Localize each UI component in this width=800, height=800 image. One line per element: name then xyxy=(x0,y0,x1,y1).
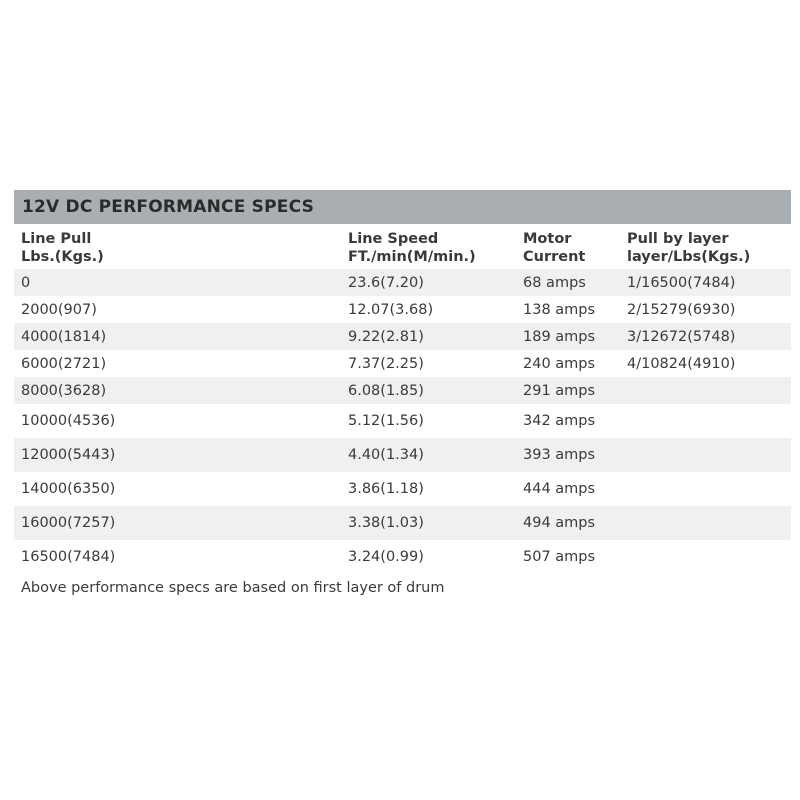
cell-motor-current: 393 amps xyxy=(516,438,620,472)
cell-pull-by-layer: 3/12672(5748) xyxy=(620,323,791,350)
cell-pull-by-layer: 2/15279(6930) xyxy=(620,296,791,323)
cell-motor-current: 507 amps xyxy=(516,540,620,574)
cell-pull-by-layer: 1/16500(7484) xyxy=(620,269,791,296)
header-line-speed-line1: Line Speed xyxy=(348,231,439,247)
cell-line-pull: 0 xyxy=(14,269,341,296)
cell-line-pull: 2000(907) xyxy=(14,296,341,323)
header-motor-current-line2: Current xyxy=(523,249,586,265)
header-pull-by-layer xyxy=(620,224,791,269)
cell-motor-current: 240 amps xyxy=(516,350,620,377)
cell-line-pull: 14000(6350) xyxy=(14,472,341,506)
cell-motor-current: 189 amps xyxy=(516,323,620,350)
table-row xyxy=(14,323,791,350)
cell-line-pull: 8000(3628) xyxy=(14,377,341,404)
specs-title: 12V DC PERFORMANCE SPECS xyxy=(22,197,315,217)
cell-line-speed: 4.40(1.34) xyxy=(341,438,516,472)
cell-motor-current: 138 amps xyxy=(516,296,620,323)
specs-footnote: Above performance specs are based on first layer of drum xyxy=(21,580,445,596)
table-row xyxy=(14,296,791,323)
cell-line-speed: 6.08(1.85) xyxy=(341,377,516,404)
header-pull-by-layer-line2: layer/Lbs(Kgs.) xyxy=(627,249,751,265)
header-line-pull-line1: Line Pull xyxy=(21,231,92,247)
cell-line-pull: 10000(4536) xyxy=(14,404,341,438)
cell-line-speed: 3.24(0.99) xyxy=(341,540,516,574)
header-motor-current xyxy=(516,224,620,269)
header-line-pull xyxy=(14,224,341,269)
header-motor-current-line1: Motor xyxy=(523,231,572,247)
table-row xyxy=(14,540,791,574)
cell-line-pull: 16000(7257) xyxy=(14,506,341,540)
cell-line-speed: 7.37(2.25) xyxy=(341,350,516,377)
cell-line-speed: 5.12(1.56) xyxy=(341,404,516,438)
table-row xyxy=(14,377,791,404)
specs-table xyxy=(14,224,791,574)
table-row xyxy=(14,404,791,438)
header-line-speed-line2: FT./min(M/min.) xyxy=(348,249,476,265)
cell-line-pull: 6000(2721) xyxy=(14,350,341,377)
cell-motor-current: 494 amps xyxy=(516,506,620,540)
cell-pull-by-layer xyxy=(620,438,791,472)
cell-line-pull: 16500(7484) xyxy=(14,540,341,574)
cell-motor-current: 68 amps xyxy=(516,269,620,296)
cell-motor-current: 444 amps xyxy=(516,472,620,506)
header-pull-by-layer-line1: Pull by layer xyxy=(627,231,729,247)
cell-motor-current: 342 amps xyxy=(516,404,620,438)
header-line-pull-line2: Lbs.(Kgs.) xyxy=(21,249,104,265)
table-row xyxy=(14,269,791,296)
table-header-row xyxy=(14,224,791,269)
header-line-speed xyxy=(341,224,516,269)
cell-line-pull: 12000(5443) xyxy=(14,438,341,472)
table-row xyxy=(14,438,791,472)
cell-pull-by-layer xyxy=(620,404,791,438)
specs-title-bar xyxy=(14,190,791,224)
cell-pull-by-layer xyxy=(620,506,791,540)
table-row xyxy=(14,350,791,377)
performance-specs-section xyxy=(14,190,791,596)
cell-line-speed: 23.6(7.20) xyxy=(341,269,516,296)
cell-line-speed: 3.38(1.03) xyxy=(341,506,516,540)
cell-pull-by-layer xyxy=(620,540,791,574)
cell-line-speed: 3.86(1.18) xyxy=(341,472,516,506)
cell-line-pull: 4000(1814) xyxy=(14,323,341,350)
cell-pull-by-layer xyxy=(620,472,791,506)
table-row xyxy=(14,472,791,506)
cell-pull-by-layer: 4/10824(4910) xyxy=(620,350,791,377)
cell-line-speed: 12.07(3.68) xyxy=(341,296,516,323)
cell-motor-current: 291 amps xyxy=(516,377,620,404)
cell-pull-by-layer xyxy=(620,377,791,404)
cell-line-speed: 9.22(2.81) xyxy=(341,323,516,350)
table-row xyxy=(14,506,791,540)
